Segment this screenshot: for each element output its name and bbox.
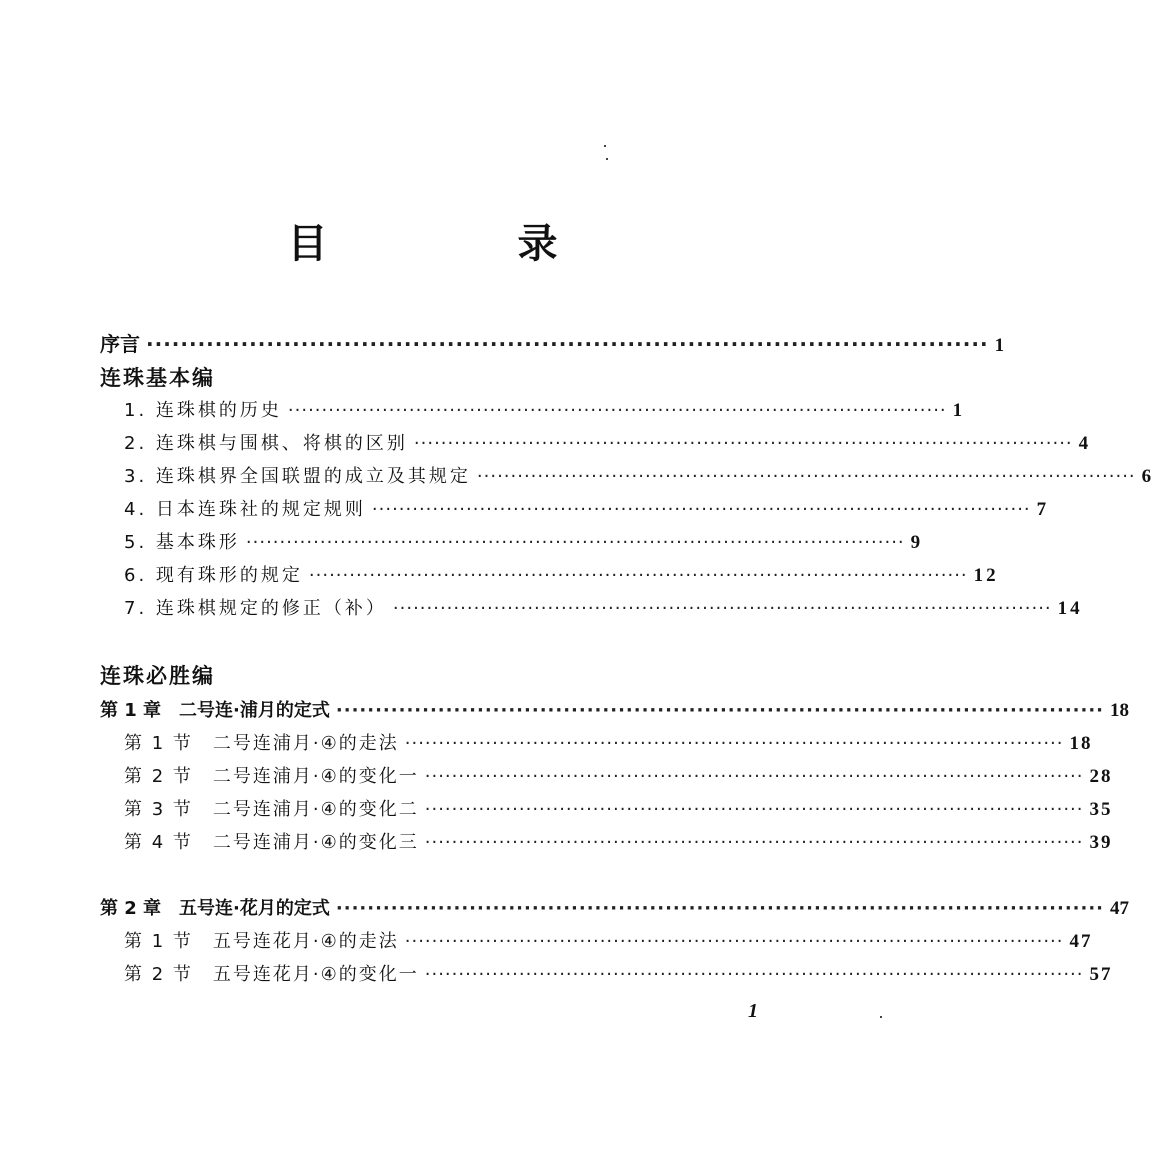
toc-page-number: 18: [1110, 700, 1130, 721]
leader-dots: ··································································································: [308, 565, 968, 586]
leader-dots: ··································································································: [424, 799, 1084, 820]
toc-entry-label: 序言: [100, 332, 140, 356]
toc-entry-label: 第 1 节 五号连花月·④的走法: [124, 931, 399, 952]
leader-dots: ··································································································: [424, 766, 1084, 787]
toc-section[interactable]: [124, 960, 1113, 990]
toc-page-number: 1: [994, 335, 1005, 356]
page-title: 目 录: [287, 221, 646, 267]
toc-chapter[interactable]: [100, 894, 1130, 924]
toc-entry[interactable]: [124, 561, 999, 591]
toc-entry-label: 第 1 章 二号连·浦月的定式: [100, 700, 330, 721]
toc-page-number: 6: [1141, 466, 1154, 487]
toc-page-number: 12: [973, 565, 999, 586]
toc-entry[interactable]: [124, 462, 1154, 492]
toc-entry-label: 第 2 节 二号连浦月·④的变化一: [124, 766, 419, 787]
toc-entry-label: 第 4 节 二号连浦月·④的变化三: [124, 832, 419, 853]
toc-entry[interactable]: [124, 396, 966, 426]
toc-entry-label: 6. 现有珠形的规定: [124, 565, 303, 586]
toc-section[interactable]: [124, 795, 1113, 825]
toc-chapter[interactable]: [100, 696, 1130, 726]
toc-section[interactable]: [124, 762, 1113, 792]
leader-dots: ··································································································: [424, 964, 1084, 985]
toc-page-number: 35: [1089, 799, 1113, 820]
leader-dots: ··································································································: [404, 931, 1064, 952]
toc-entry-label: 1. 连珠棋的历史: [124, 400, 282, 421]
leader-dots: ··································································································: [335, 898, 1105, 919]
toc-page-number: 39: [1089, 832, 1113, 853]
scan-speck: [606, 158, 608, 160]
leader-dots: ··································································································: [424, 832, 1084, 853]
leader-dots: ··································································································: [335, 700, 1105, 721]
toc-section[interactable]: [124, 729, 1093, 759]
toc-page-number: 14: [1057, 598, 1083, 619]
toc-page-number: 7: [1036, 499, 1050, 520]
part-heading-winning: 连珠必胜编: [100, 664, 215, 688]
leader-dots: ··································································································: [476, 466, 1136, 487]
leader-dots: ··································································································: [146, 332, 989, 356]
toc-page-number: 47: [1069, 931, 1093, 952]
toc-entry-label: 2. 连珠棋与围棋、将棋的区别: [124, 433, 408, 454]
toc-section[interactable]: [124, 828, 1113, 858]
toc-entry[interactable]: [124, 594, 1083, 624]
toc-page-number: 57: [1089, 964, 1113, 985]
toc-entry-label: 第 2 章 五号连·花月的定式: [100, 898, 330, 919]
part-heading-basic: 连珠基本编: [100, 366, 215, 390]
toc-page-number: 18: [1069, 733, 1093, 754]
toc-entry-label: 5. 基本珠形: [124, 532, 240, 553]
leader-dots: ··································································································: [245, 532, 905, 553]
toc-entry-preface[interactable]: [100, 328, 1005, 358]
toc-page-number: 28: [1089, 766, 1113, 787]
toc-entry[interactable]: [124, 495, 1050, 525]
toc-entry[interactable]: [124, 429, 1092, 459]
leader-dots: ··································································································: [404, 733, 1064, 754]
leader-dots: ··································································································: [392, 598, 1052, 619]
toc-entry-label: 第 1 节 二号连浦月·④的走法: [124, 733, 399, 754]
toc-page-number: 4: [1078, 433, 1092, 454]
toc-entry-label: 3. 连珠棋界全国联盟的成立及其规定: [124, 466, 471, 487]
leader-dots: ··································································································: [287, 400, 947, 421]
scan-speck: [880, 1016, 882, 1018]
scan-speck: [604, 145, 606, 147]
toc-page-number: 9: [910, 532, 924, 553]
toc-entry-label: 第 2 节 五号连花月·④的变化一: [124, 964, 419, 985]
toc-section[interactable]: [124, 927, 1093, 957]
toc-entry-label: 7. 连珠棋规定的修正（补）: [124, 598, 387, 619]
toc-entry-label: 4. 日本连珠社的规定规则: [124, 499, 366, 520]
toc-entry[interactable]: [124, 528, 924, 558]
leader-dots: ··································································································: [371, 499, 1031, 520]
toc-page-number: 1: [952, 400, 966, 421]
toc-entry-label: 第 3 节 二号连浦月·④的变化二: [124, 799, 419, 820]
page-folio-number: 1: [748, 1000, 758, 1022]
leader-dots: ··································································································: [413, 433, 1073, 454]
toc-page-number: 47: [1110, 898, 1130, 919]
